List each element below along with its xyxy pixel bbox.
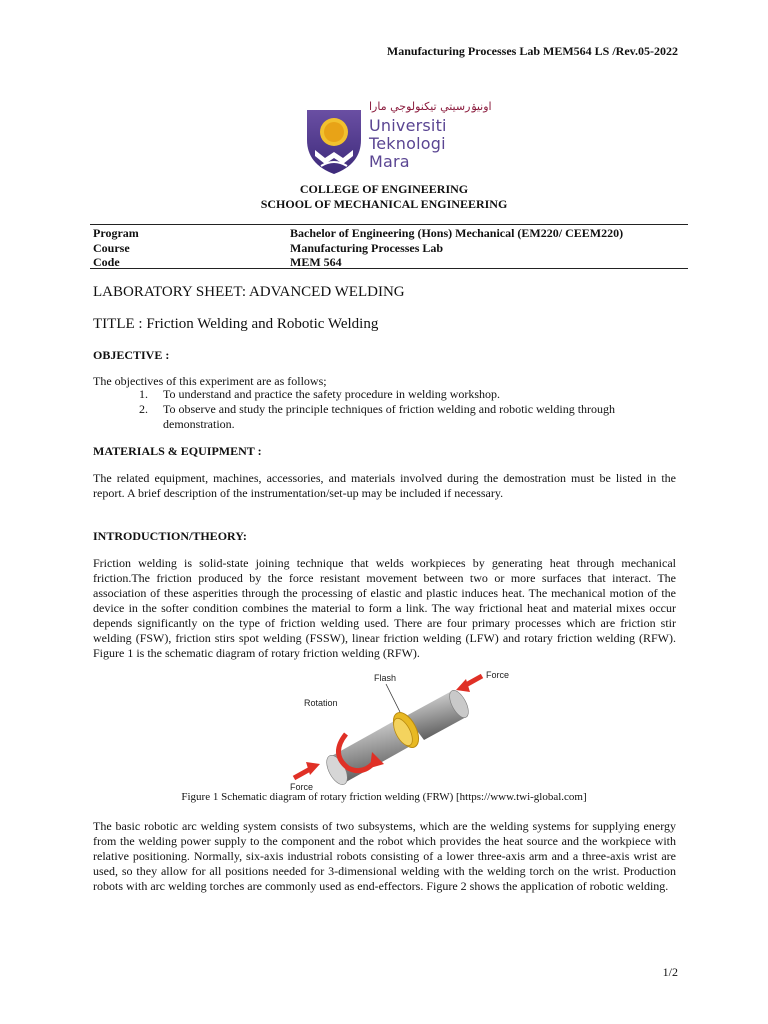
figure-label-force-bottom: Force xyxy=(290,782,314,792)
sheet-title: LABORATORY SHEET: ADVANCED WELDING xyxy=(93,284,405,300)
figure-label-rotation: Rotation xyxy=(304,698,338,708)
force-arrow-top-icon xyxy=(456,676,482,692)
list-item: 2. To observe and study the principle techniques of friction welding and robotic welding through demonstration. xyxy=(139,402,616,431)
figure-label-force-top: Force xyxy=(486,670,510,680)
introduction-heading: INTRODUCTION/THEORY: xyxy=(93,529,247,543)
figure-label-flash: Flash xyxy=(374,673,397,683)
introduction-paragraph: Friction welding is solid-state joining technique that welds workpieces by generating heat through mechanical friction.The friction produced by the force resistant movement between two or more surfaces that interact. The association of these asperities through the processing of elastic and plastic induces heat. The mechanical motion of the device in the softer condition combines the material to form a link. The way frictional heat and material mixes occur depends significantly on the type of friction welding used. There are four primary processes which are friction stir welding (FSW), friction stirs spot welding (FSSW), linear friction welding (LFW) and rotary friction welding (RFW). Figure 1 is the schematic diagram of rotary friction welding (RFW). xyxy=(93,556,676,660)
info-label: Course xyxy=(93,240,130,255)
info-label: Program xyxy=(93,226,139,240)
school-name: SCHOOL OF MECHANICAL ENGINEERING xyxy=(260,197,508,211)
header-reference: Manufacturing Processes Lab MEM564 LS /Rev.05-2022 xyxy=(386,44,678,58)
info-row-course xyxy=(93,241,623,256)
page-number: 1/2 xyxy=(662,965,678,979)
force-arrow-bottom-icon xyxy=(294,762,320,778)
table-bottom-rule xyxy=(90,268,688,269)
table-top-rule xyxy=(90,224,688,225)
figure-caption: Figure 1 Schematic diagram of rotary friction welding (FRW) [https://www.twi-global.com] xyxy=(181,791,587,803)
info-row-program xyxy=(93,226,623,241)
materials-heading: MATERIALS & EQUIPMENT : xyxy=(93,444,262,458)
logo-text-line3: Mara xyxy=(369,152,410,171)
materials-paragraph: The related equipment, machines, accessories, and materials involved during the demostration must be listed in the report. A brief description of the instrumentation/set-up may be included if necessary. xyxy=(93,471,676,500)
experiment-title: TITLE : Friction Welding and Robotic Welding xyxy=(93,316,379,332)
objective-list xyxy=(139,387,679,432)
objective-heading: OBJECTIVE : xyxy=(93,348,170,362)
info-value: Bachelor of Engineering (Hons) Mechanical (EM220/ CEEM220) xyxy=(290,226,624,240)
flash-leader-line xyxy=(386,684,400,712)
logo-arabic-text: اونيۏرسيتي تيکنولوجي مارا xyxy=(369,100,492,113)
logo-text-line2: Teknologi xyxy=(369,134,446,153)
course-info-table xyxy=(93,226,623,270)
info-label: Code xyxy=(93,255,120,269)
list-item: 1. To understand and practice the safety procedure in welding workshop. xyxy=(139,387,501,401)
objective-intro: The objectives of this experiment are as follows; xyxy=(93,374,327,388)
logo-text-line1: Universiti xyxy=(369,116,447,135)
university-crest-icon xyxy=(303,106,365,176)
friction-welding-figure xyxy=(290,668,520,793)
university-logo xyxy=(303,100,492,176)
info-value: Manufacturing Processes Lab xyxy=(290,240,444,255)
robotic-welding-paragraph: The basic robotic arc welding system consists of two subsystems, which are the welding systems for supplying energy from the welding power supply to the component and the robot which provides the heat source and the workpiece with relative positioning. Normally, six-axis industrial robots consisting of a lower three-axis arm and a three-axis wrist are used, so they allow for all positions needed for 3-dimensional welding with the welding torch on the wrist. Production robots with arc welding torches are commonly used as end-effectors. Figure 2 shows the application of robotic welding. xyxy=(93,819,676,893)
college-name: COLLEGE OF ENGINEERING xyxy=(299,182,469,196)
info-value: MEM 564 xyxy=(290,255,342,269)
